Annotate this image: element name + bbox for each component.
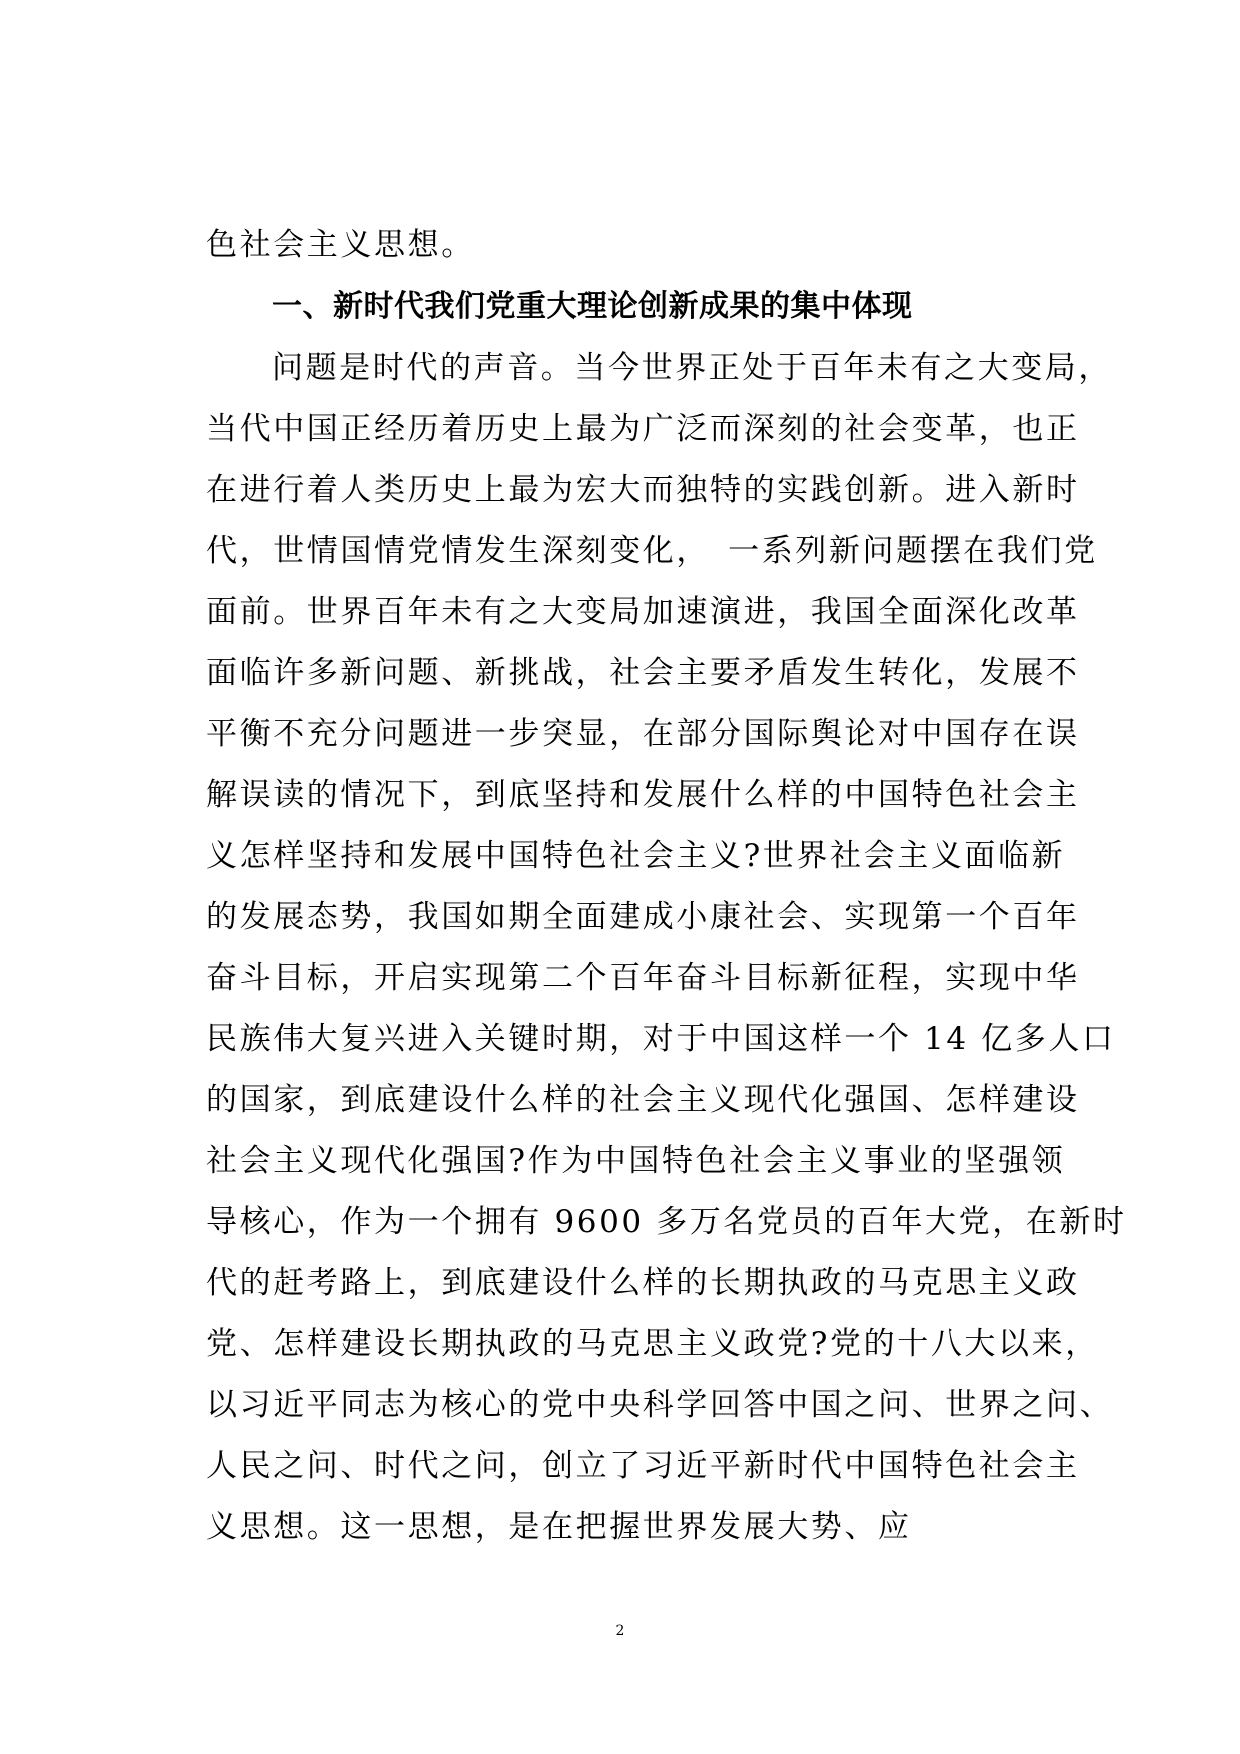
paragraph-line: 义思想。这一思想，是在把握世界发展大势、应 [206,1509,912,1545]
paragraph-line: 代，世情国情党情发生深刻变化， 一系列新问题摆在我们党 [206,533,1098,569]
paragraph-line: 人民之问、时代之问，创立了习近平新时代中国特色社会主 [206,1448,1080,1484]
paragraph-line: 导核心，作为一个拥有 9600 多万名党员的百年大党，在新时 [206,1204,1127,1240]
paragraph-line: 党、怎样建设长期执政的马克思主义政党?党的十八大以来， [206,1326,1099,1362]
paragraph-line: 问题是时代的声音。当今世界正处于百年未有之大变局， [272,350,1112,386]
paragraph-line: 义怎样坚持和发展中国特色社会主义?世界社会主义面临新 [206,838,1066,874]
paragraph-line: 民族伟大复兴进入关键时期，对于中国这样一个 14 亿多人口 [206,1021,1116,1057]
section-heading: 一、新时代我们党重大理论创新成果的集中体现 [272,289,913,324]
paragraph-line: 平衡不充分问题进一步突显，在部分国际舆论对中国存在误 [206,716,1080,752]
paragraph-line: 的发展态势，我国如期全面建成小康社会、实现第一个百年 [206,899,1080,935]
paragraph-line: 面临许多新问题、新挑战，社会主要矛盾发生转化，发展不 [206,655,1080,691]
paragraph-line: 当代中国正经历着历史上最为广泛而深刻的社会变革，也正 [206,411,1080,447]
paragraph-line: 的国家，到底建设什么样的社会主义现代化强国、怎样建设 [206,1082,1080,1118]
paragraph-line: 解误读的情况下，到底坚持和发展什么样的中国特色社会主 [206,777,1080,813]
page-number: 2 [615,1623,625,1639]
paragraph-line: 在进行着人类历史上最为宏大而独特的实践创新。进入新时 [206,472,1080,508]
continuation-line: 色社会主义思想。 [206,227,475,263]
paragraph-line: 社会主义现代化强国?作为中国特色社会主义事业的坚强领 [206,1143,1066,1179]
paragraph-line: 代的赶考路上，到底建设什么样的长期执政的马克思主义政 [206,1265,1080,1301]
paragraph-line: 面前。世界百年未有之大变局加速演进，我国全面深化改革 [206,594,1080,630]
paragraph-line: 以习近平同志为核心的党中央科学回答中国之问、世界之问、 [206,1387,1114,1423]
paragraph-line: 奋斗目标，开启实现第二个百年奋斗目标新征程，实现中华 [206,960,1080,996]
